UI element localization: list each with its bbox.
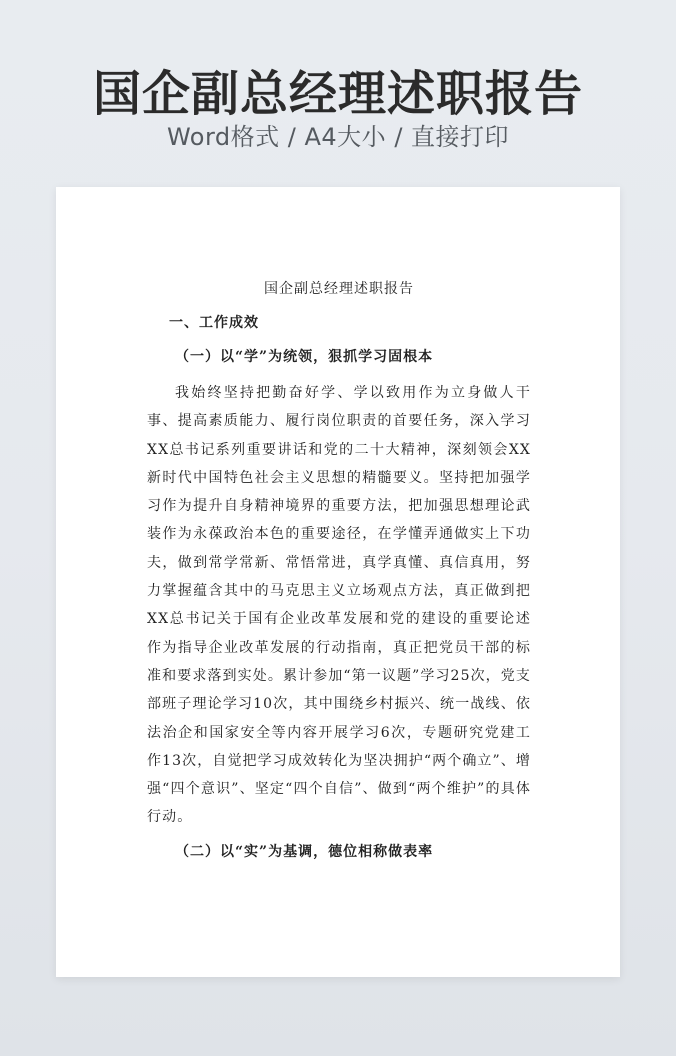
body-paragraph: 我始终坚持把勤奋好学、学以致用作为立身做人干事、提高素质能力、履行岗位职责的首要任务，深入学习XX总书记系列重要讲话和党的二十大精神，深刻领会XX新时代中国特色社会主义思想的精髓要义。坚持把加强学习作为提升自身精神境界的重要方法，把加强思想理论武装作为永葆政治本色的重要途径，在学懂弄通做实上下功夫，做到常学常新、常悟常进，真学真懂、真信真用，努力掌握蕴含其中的马克思主义立场观点方法，真正做到把XX总书记关于国有企业改革发展和党的建设的重要论述作为指导企业改革发展的行动指南，真正把党员干部的标准和要求落到实处。累计参加“第一议题”学习25次，党支部班子理论学习10次，其中围绕乡村振兴、统一战线、依法治企和国家安全等内容开展学习6次，专题研究党建工作13次，自觉把学习成效转化为坚决拥护“两个确立”、增强“四个意识”、坚定“四个自信”、做到“两个维护”的具体行动。 — [147, 385, 531, 826]
document-title: 国企副总经理述职报告 — [264, 281, 414, 297]
banner-title: 国企副总经理述职报告 — [92, 66, 583, 122]
section-heading-work-results: 一、工作成效 — [169, 315, 259, 331]
document-page — [56, 187, 620, 977]
subsection-heading-study: （一）以“学”为统领，狠抓学习固根本 — [175, 349, 434, 365]
banner-subtitle: Word格式 / A4大小 / 直接打印 — [166, 123, 510, 151]
subsection-heading-practice: （二）以“实”为基调，德位相称做表率 — [175, 843, 434, 860]
document-body — [147, 277, 531, 874]
